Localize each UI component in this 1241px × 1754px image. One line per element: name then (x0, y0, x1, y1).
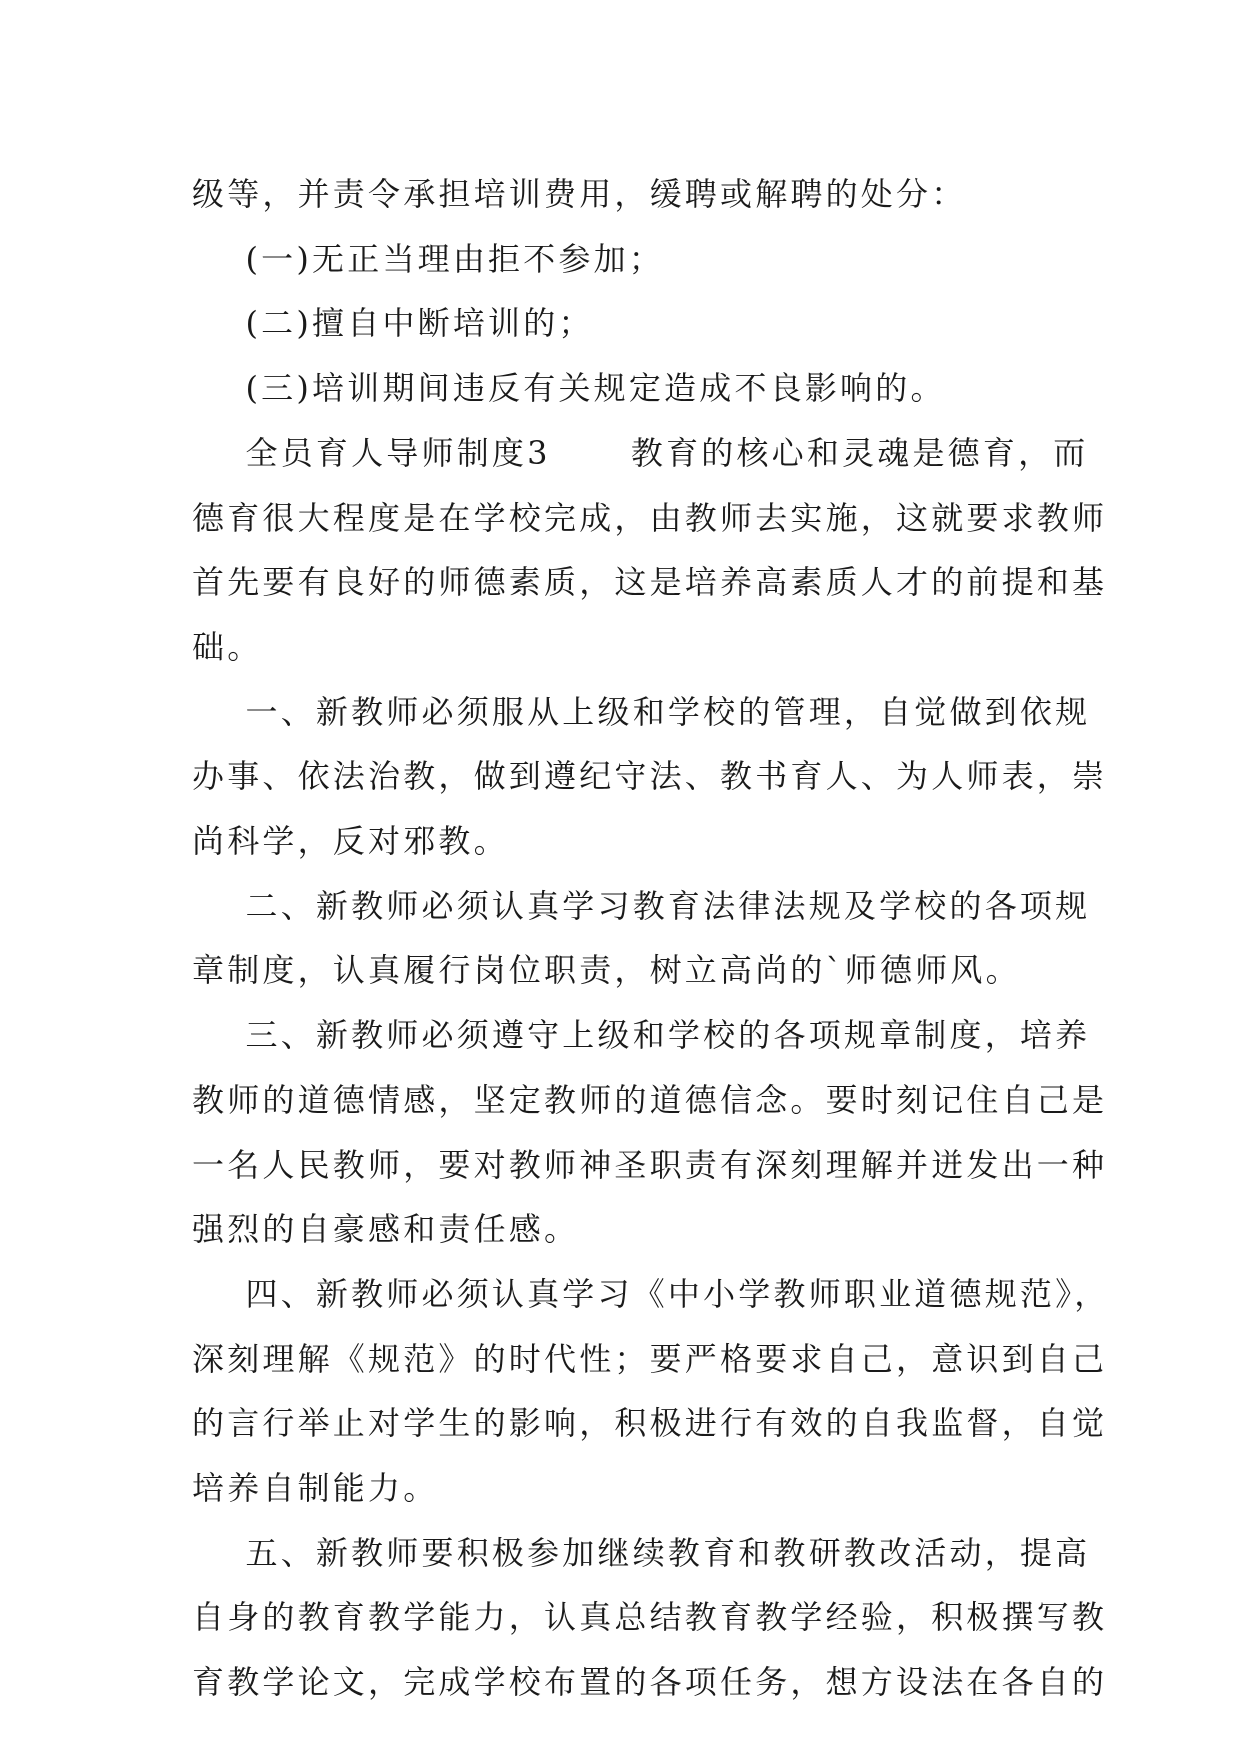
text-line: 强烈的自豪感和责任感。 (192, 1210, 580, 1249)
text-line: 培养自制能力。 (192, 1469, 439, 1508)
text-line: (三)培训期间违反有关规定造成不良影响的。 (192, 369, 946, 408)
text-line: 尚科学，反对邪教。 (192, 822, 509, 861)
text-line: 的言行举止对学生的影响，积极进行有效的自我监督，自觉 (192, 1404, 1108, 1443)
text-line: 二、新教师必须认真学习教育法律法规及学校的各项规 (192, 886, 1091, 925)
text-line: 章制度，认真履行岗位职责，树立高尚的`师德师风。 (192, 951, 1021, 990)
text-line: 办事、依法治教，做到遵纪守法、教书育人、为人师表，崇 (192, 757, 1108, 796)
text-line: 一、新教师必须服从上级和学校的管理，自觉做到依规 (192, 692, 1091, 731)
document-body (192, 162, 1110, 1715)
text-line: 深刻理解《规范》的时代性；要严格要求自己，意识到自己 (192, 1339, 1108, 1378)
text-line: 一名人民教师，要对教师神圣职责有深刻理解并迸发出一种 (192, 1145, 1108, 1184)
text-line: 三、新教师必须遵守上级和学校的各项规章制度，培养 (192, 1016, 1091, 1055)
text-line: 自身的教育教学能力，认真总结教育教学经验，积极撰写教 (192, 1598, 1108, 1637)
text-line: 德育很大程度是在学校完成，由教师去实施，这就要求教师 (192, 498, 1108, 537)
text-line: 教师的道德情感，坚定教师的道德信念。要时刻记住自己是 (192, 1080, 1108, 1119)
text-line: 四、新教师必须认真学习《中小学教师职业道德规范》， (192, 1274, 1110, 1313)
text-line: (二)擅自中断培训的； (192, 304, 594, 343)
text-line: 五、新教师要积极参加继续教育和教研教改活动，提高 (192, 1533, 1091, 1572)
text-line: 全员育人导师制度3 教育的核心和灵魂是德育，而 (192, 433, 1089, 472)
text-line: 级等，并责令承担培训费用，缓聘或解聘的处分： (192, 175, 967, 213)
text-line: 首先要有良好的师德素质，这是培养高素质人才的前提和基 (192, 563, 1108, 602)
text-line: 础。 (192, 627, 263, 666)
text-line: (一)无正当理由拒不参加； (192, 239, 665, 278)
text-line: 育教学论文，完成学校布置的各项任务，想方设法在各自的 (192, 1663, 1108, 1702)
